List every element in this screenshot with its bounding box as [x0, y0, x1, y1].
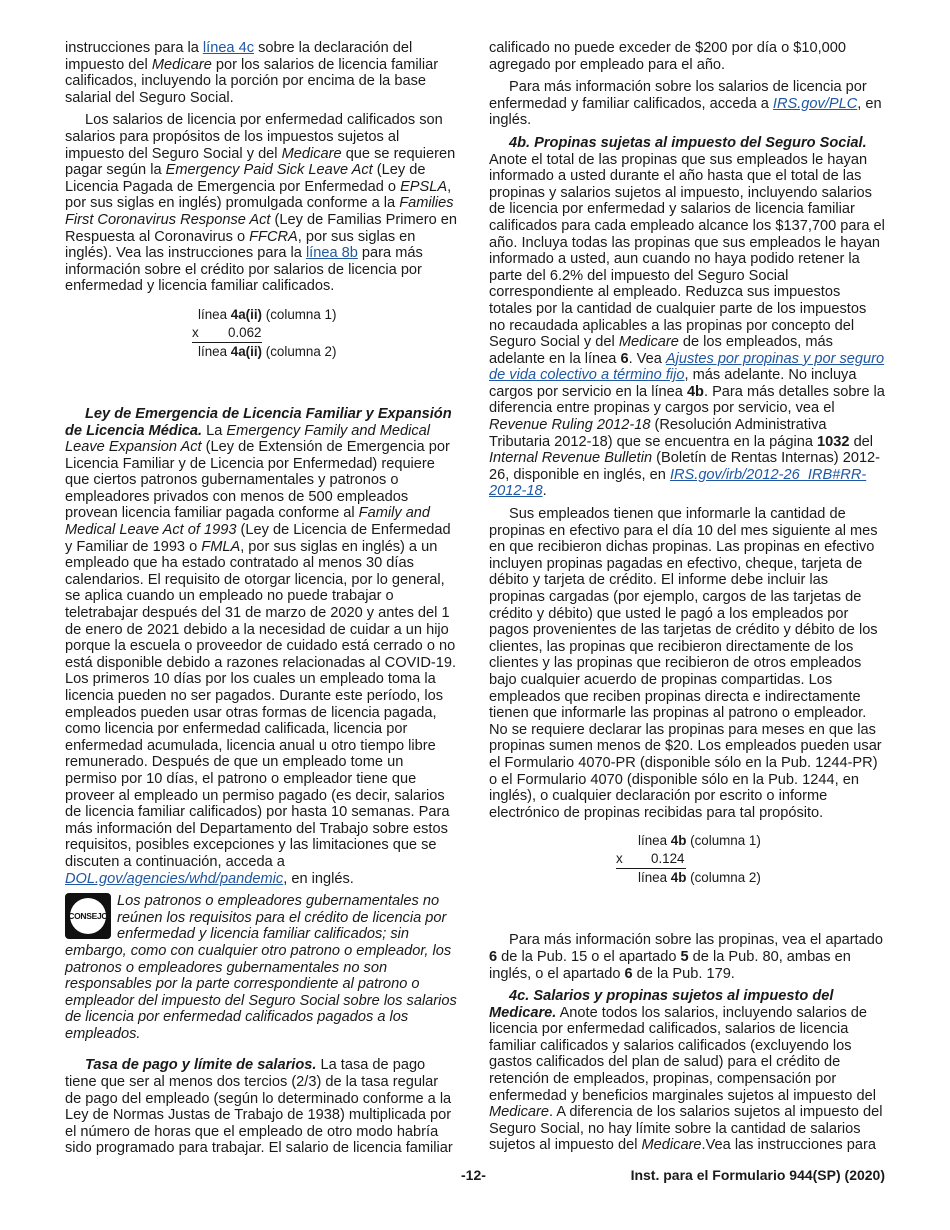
calc-operator: x	[192, 324, 199, 340]
text-run: sobre la declaración del impuesto del	[65, 40, 413, 73]
text-run: (Resolución Administrativa Tributaria 2012-18) que se encuentra en la página	[489, 417, 827, 450]
paragraph-right-4	[489, 506, 885, 821]
paragraph-left-4	[65, 1057, 458, 1157]
text-run: , en inglés.	[283, 870, 354, 887]
text-run: (Ley de Licencia Pagada de Emergencia por Enfermedad o	[65, 162, 426, 195]
text-run: 6	[624, 965, 633, 982]
paragraph-right-2	[489, 79, 885, 129]
text-run: 6	[620, 350, 629, 367]
text-run: FFCRA	[249, 228, 298, 245]
inline-link[interactable]: Ajustes por propinas y por seguro de vida colectivo a término fijo	[489, 350, 885, 384]
text-run: Para más información sobre las propinas, vea el apartado	[509, 932, 883, 949]
paragraph-left-1	[65, 40, 458, 106]
text-run: . A diferencia de los salarios sujetos al impuesto del Seguro Social, no hay límite sobre la cantidad de salarios sujetos al impuesto del	[489, 1104, 883, 1154]
inline-link[interactable]: línea 8b	[305, 245, 358, 262]
text-run: del	[849, 433, 874, 450]
calc-operator: x	[616, 851, 623, 867]
calculation-4a-ii	[65, 306, 458, 366]
inline-link[interactable]: DOL.gov/agencies/whd/pandemic	[65, 870, 284, 887]
text-run: . Para más detalles sobre la diferencia entre propinas y cargos por servicio, vea el	[489, 383, 885, 417]
text-run: , por sus siglas en inglés) promulgada conforme a la	[65, 178, 452, 212]
text-run: La	[202, 422, 227, 439]
text-run: (Ley de Extensión de Emergencia por Licencia Familiar y de Licencia por Enfermedad) requiere que ciertos patronos gubernamentales y patronos o empleadores privados con menos de 500 empleados provean licencia familiar pagada conforme al	[65, 439, 450, 522]
text-run: , por sus siglas en inglés) a un empleado que ha estado contratado al menos 30 días calendarios. El requisito de otorgar licencia, por lo general, se aplica cuando un empleado no puede trabajar o teletrabajar después del 31 de marzo de 2020 y antes del 1 de enero de 2021 debido a la necesidad de cuidar a un hijo porque la escuela o proveedor de cuidado está cerrado o no está disponible debido a razones relacionadas al COVID-19. Los primeros 10 días por los cuales un empleado toma la licencia pueden no ser pagados. Durante este período, los empleados pueden usar otras formas de licencia pagada, como licencia por enfermedad calificada, licencia por enfermedad acumulada, licencia anual u otro tiempo libre remunerado. Después de que un empleado tome un permiso por 10 días, el patrono o empleador tiene que proveer al empleado un permiso pagado (es decir, salarios de licencia familiar calificados) por hasta 10 semanas. Para más información del Departamento del Trabajo sobre estos requisitos, posibles excepciones y las limitaciones que se discuten a continuación, acceda a	[65, 538, 457, 870]
text-run: Medicare	[151, 56, 212, 73]
text-run: 5	[680, 948, 689, 965]
paragraph-left-2	[65, 112, 458, 295]
text-run: Medicare	[489, 1104, 550, 1121]
text-run: Los salarios de licencia por enfermedad calificados son salarios para propósitos de los impuestos sujetos al impuesto del Seguro Social y del	[65, 112, 443, 162]
text-run: Families First Coronavirus Response Act	[65, 195, 454, 228]
text-run: , por sus siglas en inglés). Vea las instrucciones para la	[65, 228, 416, 262]
inline-link[interactable]: IRS.gov/irb/2012-26_IRB#RR-2012-18	[489, 466, 867, 500]
text-run: . Vea	[628, 350, 666, 367]
inline-link[interactable]: línea 4c	[202, 40, 255, 56]
text-run: EPSLA	[400, 178, 448, 195]
paragraph-left-3	[65, 406, 458, 887]
text-run: (Ley de Licencia de Enfermedad y Familiar de 1993 o	[65, 522, 451, 555]
form-title: Inst. para el Formulario 944(SP) (2020)	[630, 1167, 885, 1183]
text-run: Medicare	[641, 1137, 702, 1154]
text-run: La tasa de pago tiene que ser al menos dos tercios (2/3) de la tasa regular de pago del empleado (según lo determinado conforme a la Ley de Normas Justas de Trabajo de 1938) multiplicada por el número de horas que el empleado de otro modo habría sido programado para trabajar. El salario de licencia familiar	[65, 1057, 453, 1157]
text-run: , más adelante. No incluya cargos por servicio en la línea	[489, 367, 857, 400]
paragraph-right-3	[489, 135, 885, 500]
text-run: de la Pub. 179.	[632, 965, 735, 982]
paragraph-right-5	[489, 932, 885, 982]
calc-row-column-1: línea 4b (columna 1)	[638, 833, 761, 849]
text-run: instrucciones para la	[65, 40, 203, 56]
right-column	[489, 40, 885, 1160]
text-run: calificado no puede exceder de $200 por día o $10,000 agregado por empleado para el año.	[489, 40, 847, 73]
text-run: que se requieren pagar según la	[65, 145, 456, 179]
text-run: Anote todos los salarios, incluyendo salarios de licencia por enfermedad calificados, salarios de licencia familiar calificados y salarios calificados (excluyendo los gastos calificados del plan de salud) para el crédito de retención de empleados, propinas, compensación por enfermedad y beneficios marginales sujetos al impuesto del	[489, 1004, 876, 1104]
text-run: Medicare	[618, 334, 679, 351]
text-run: (Ley de Familias Primero en Respuesta al Coronavirus o	[65, 211, 458, 245]
calculation-4b	[489, 832, 885, 892]
text-run: 4c. Salarios y propinas sujetos al impuesto del	[509, 988, 834, 1005]
calc-row-column-2: línea 4a(ii) (columna 2)	[198, 343, 337, 359]
tip-text: Los patronos o empleadores gubernamentales no reúnen los requisitos para el crédito de licencia por enfermedad y licencia familiar calificados; sin embargo, como con cualquier otro patrono o empleador, los patronos o empleadores gubernamentales no son responsables por la parte correspondiente al patrono o empleador del impuesto del Seguro Social sobre los salarios de licencia por enfermedad calificados pagados a los empleados.	[65, 893, 457, 1042]
paragraph-right-1	[489, 40, 885, 73]
text-run: Tasa de pago y límite de salarios.	[85, 1057, 317, 1074]
text-run: Medicare	[281, 145, 342, 162]
text-run: para más información sobre el crédito por salarios de licencia por enfermedad y licencia familiar calificados.	[65, 245, 423, 295]
left-column	[65, 40, 458, 1163]
text-run: Medicare.	[489, 1004, 557, 1021]
consejo-icon	[65, 893, 111, 939]
inline-link[interactable]: IRS.gov/PLC	[772, 95, 858, 112]
text-run: .	[542, 483, 547, 500]
consejo-label: CONSEJO	[70, 898, 106, 934]
text-run: Emergency Paid Sick Leave Act	[165, 162, 373, 179]
text-run: Family and Medical Leave Act of 1993	[65, 505, 431, 539]
text-run: 6	[489, 948, 498, 965]
text-run: 4b. Propinas sujetas al impuesto del Seguro Social.	[509, 134, 867, 151]
text-run: FMLA	[201, 538, 241, 555]
text-run: Emergency Family and Medical Leave Expansion Act	[65, 422, 431, 456]
text-run: .Vea las instrucciones para	[701, 1137, 876, 1154]
tip-box	[65, 893, 458, 1042]
page-number: -12-	[461, 1167, 486, 1183]
calc-row-column-2: línea 4b (columna 2)	[638, 870, 761, 886]
text-run: Revenue Ruling 2012-18	[489, 417, 651, 434]
calc-row-column-1: línea 4a(ii) (columna 1)	[198, 306, 337, 322]
text-run: 4b	[686, 383, 704, 400]
text-run: de la Pub. 80, ambas en inglés, o el apartado	[489, 948, 851, 982]
text-run: de la Pub. 15 o el apartado	[497, 948, 681, 965]
text-run: por los salarios de licencia familiar calificados, incluyendo la porción por encima de la base salarial del Seguro Social.	[65, 56, 439, 106]
calc-factor: 0.124	[651, 851, 685, 867]
text-run: , en inglés.	[489, 95, 882, 129]
text-run: de los empleados, más adelante en la línea	[489, 334, 833, 367]
text-run: Para más información sobre los salarios de licencia por enfermedad y familiar calificados, acceda a	[489, 79, 867, 112]
text-run: Anote el total de las propinas que sus empleados le hayan informado a usted durante el año hasta que el total de las propinas y salarios sujetos al impuesto, incluyendo salarios de licencia por enfermedad y salarios de licencia familiar calificados para cada empleado alcance los $137,700 para el año. Incluya todas las propinas que sus empleados le hayan informado a usted, aun cuando no haya podido retener la parte del 6.2% del impuesto del Seguro Social correspondiente al empleado. Reduzca sus impuestos totales por la cantidad de cualquier parte de los impuestos no recaudada aplicables a las propinas por concepto del Seguro Social y del	[489, 151, 885, 351]
text-run: Ley de Emergencia de Licencia Familiar y Expansión de Licencia Médica.	[65, 405, 452, 439]
text-run: Internal Revenue Bulletin	[489, 450, 653, 467]
paragraph-right-6	[489, 988, 885, 1154]
text-run: 1032	[817, 433, 850, 450]
calc-factor: 0.062	[228, 324, 262, 340]
text-run: (Boletín de Rentas Internas) 2012-26, disponible en inglés, en	[489, 450, 881, 483]
text-run: Sus empleados tienen que informarle la cantidad de propinas en efectivo para el día 10 del mes siguiente al mes en que recibieron dichas propinas. Las propinas en efectivo incluyen propinas pagadas en efectivo, cheque, tarjeta de débito y tarjeta de crédito. El informe debe incluir las propinas cargadas (por ejemplo, cargos de las tarjetas de crédito y débito) que usted le pagó a los empleados por pagos provenientes de las tarjetas de crédito y débito de los clientes, las propinas que recibieron directamente de los clientes y las propinas que recibieron de otros empleados bajo cualquier acuerdo de propinas compartidas. Los empleados que reciben propinas directa e indirectamente tienen que informarle las propinas al patrono o empleador. No se requiere declarar las propinas para meses en que las propinas sumen menos de $20. Los empleados pueden usar el Formulario 4070-PR (disponible sólo en la Pub. 1244-PR) o el Formulario 4070 (disponible sólo en la Pub. 1244, en inglés), o cualquier declaración por escrito o informe electrónico de propinas recibidas para tal propósito.	[489, 506, 882, 821]
